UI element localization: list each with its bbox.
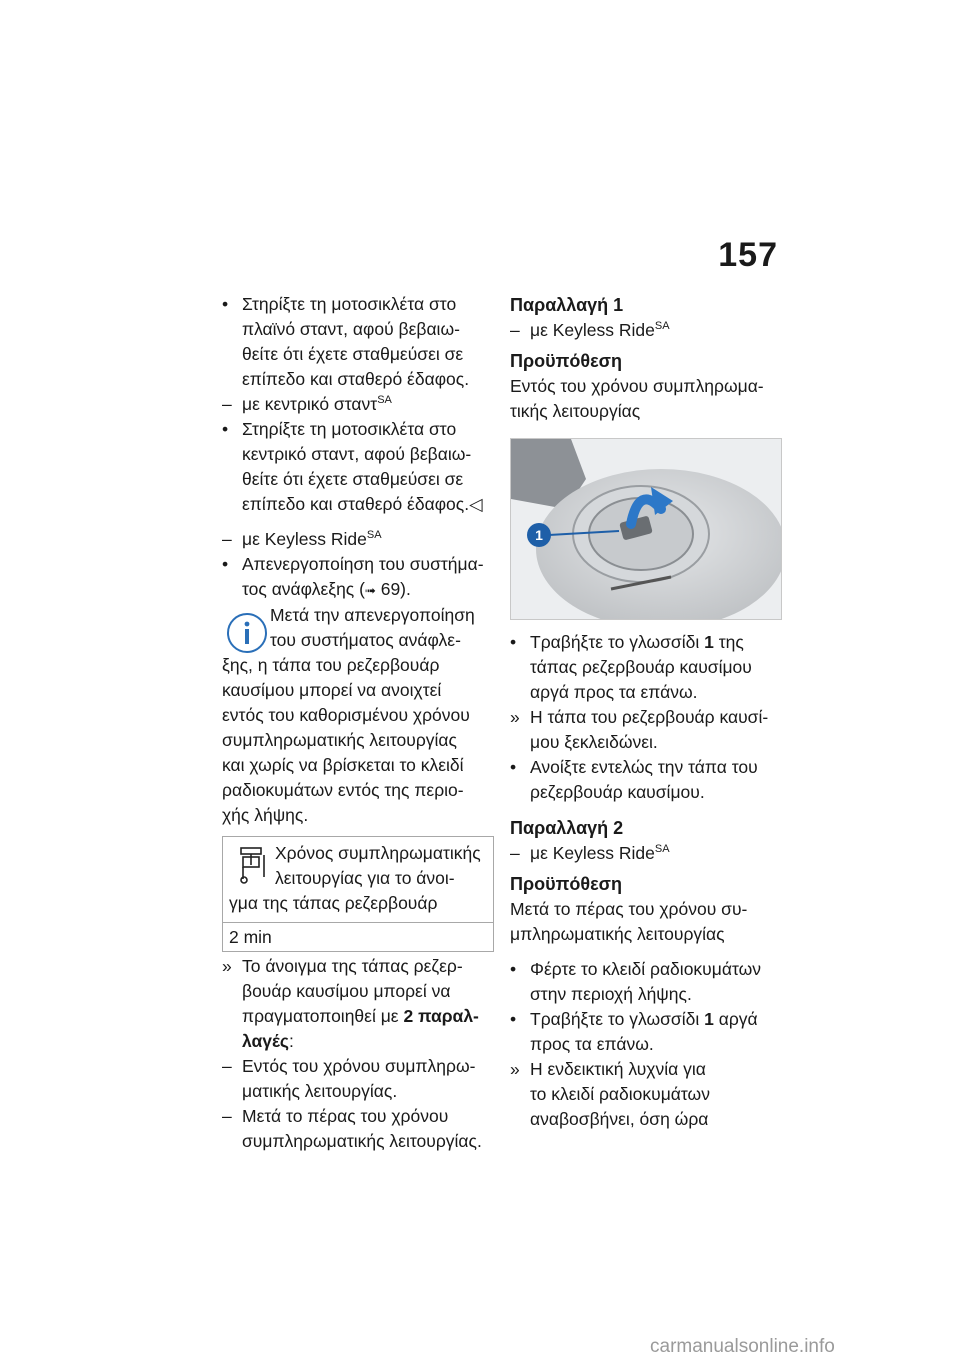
page-reference-arrow-icon: ➟ [364,583,376,598]
bullet-item: • Στηρίξτε τη μοτοσικλέτα στο πλαϊνό σταντ, αφού βεβαιω- θείτε ότι έχετε σταθμεύσει σε επίπεδο και σταθερό έδαφος. [222,294,470,389]
result-item: » Η ενδεικτική λυχνία για το κλειδί ραδιοκυμάτων αναβοσβήνει, όση ώρα [510,1059,710,1129]
bullet-marker: • [222,419,229,439]
page-reference[interactable]: 69). [375,579,411,599]
spec-box [222,836,494,952]
bullet-marker: • [510,1009,517,1029]
dash-item: – Εντός του χρόνου συμπληρω- ματικής λειτουργίας. [222,1056,476,1101]
left-column [222,292,494,1154]
variant-2-heading: Παραλλαγή 2 [510,818,624,838]
dash-marker: – [222,1056,232,1076]
bullet-item: • Φέρτε το κλειδί ραδιοκυμάτων στην περιοχή λήψης. [510,959,762,1004]
fuel-cap-timer-icon [237,845,267,885]
result-item: » Το άνοιγμα της τάπας ρεζερ- βουάρ καυσίμου μπορεί να πραγματοποιηθεί με 2 παραλ- λαγές: [222,956,479,1051]
result-marker: » [510,707,520,727]
bullet-marker: • [510,632,517,652]
dash-item: – με Keyless Ride$^{SA}$ [510,318,782,343]
result-item: » Η τάπα του ρεζερβουάρ καυσί- μου ξεκλειδώνει. [510,707,769,752]
bullet-marker: • [222,294,229,314]
bullet-marker: • [510,757,517,777]
bullet-item: • Τραβήξτε το γλωσσίδι 1 της τάπας ρεζερβουάρ καυσίμου αργά προς τα επάνω. [510,632,752,702]
callout-1-label: 1 [535,527,543,543]
watermark: carmanualsonline.info [650,1336,835,1357]
result-marker: » [510,1059,520,1079]
page-number: 157 [718,236,778,274]
precondition-heading: Προϋπόθεση [510,874,622,894]
dash-marker: – [222,1106,232,1126]
bullet-marker: • [510,959,517,979]
dash-item: – με Keyless Ride$^{SA}$ [510,841,782,866]
dash-marker: – [510,320,520,340]
dash-marker: – [510,843,520,863]
spec-value: 2 min [223,922,493,951]
dash-marker: – [222,529,232,549]
bullet-item: • Απενεργοποίηση του συστήμα- τος ανάφλεξης (➟ 69). [222,554,484,599]
bullet-item: • Ανοίξτε εντελώς την τάπα του ρεζερβουάρ καυσίμου. [510,757,758,802]
end-mark-icon: ◁ [469,494,483,514]
precondition-heading: Προϋπόθεση [510,351,622,371]
bullet-item: • Τραβήξτε το γλωσσίδι 1 αργά προς τα επάνω. [510,1009,758,1054]
result-marker: » [222,956,232,976]
bullet-item: • Στηρίξτε τη μοτοσικλέτα στο κεντρικό σταντ, αφού βεβαιω- θείτε ότι έχετε σταθμεύσει σε επίπεδο και σταθερό έδαφος.◁ [222,419,483,514]
dash-item: – με Keyless Ride$^{SA}$ [222,527,494,552]
dash-item: – Μετά το πέρας του χρόνου συμπληρωματικής λειτουργίας. [222,1106,482,1151]
variant-1-heading: Παραλλαγή 1 [510,295,624,315]
fuel-cap-figure [510,438,782,620]
spec-label: Χρόνος συμπληρωματικής λειτουργίας για το άνοι- γμα της τάπας ρεζερβουάρ [229,843,481,913]
right-column: Παραλλαγή 1 – με Keyless Ride$^{SA}$ Προϋπόθεση Εντός του χρόνου συμπληρωμα- τικής λειτουργίας 1 • Τραβήξτε το γλωσσίδι 1 της τάπας ρεζερβουάρ καυσίμου αργά προς τα επάνω. » Η τάπα του ρεζερβουάρ καυσί- μου ξεκλειδώνει. • Ανοίξτε εντελώς την τάπα του ρεζερβουάρ καυσίμου. Παραλλαγή 2 – με Keyless Ride$^{SA}$ Προϋπόθεση Μετά το πέρας του χρόνου συ- μπληρωματικής λειτουργίας • Φέρτε το κλειδί ραδιοκυμάτων στην περιοχή λήψης. • Τραβήξτε το γλωσσίδι 1 αργά προς τα επάνω. » Η ενδεικτική λυχνία για το κλειδί ραδιοκυμάτων αναβοσβήνει, όση ώρα [510,292,782,1132]
bullet-marker: • [222,554,229,574]
dash-marker: – [222,394,232,414]
info-note: Μετά την απενεργοποίηση του συστήματος ανάφλε- ξης, η τάπα του ρεζερβουάρ καυσίμου μπορεί να ανοιχτεί εντός του καθορισμένου χρόνου συμπληρωματικής λειτουργίας και χωρίς να βρίσκεται το κλειδί ραδιοκυμάτων εντός της περιο- χής λήψης. [222,605,475,825]
dash-item: – με κεντρικό σταντ$^{SA}$ [222,392,494,417]
